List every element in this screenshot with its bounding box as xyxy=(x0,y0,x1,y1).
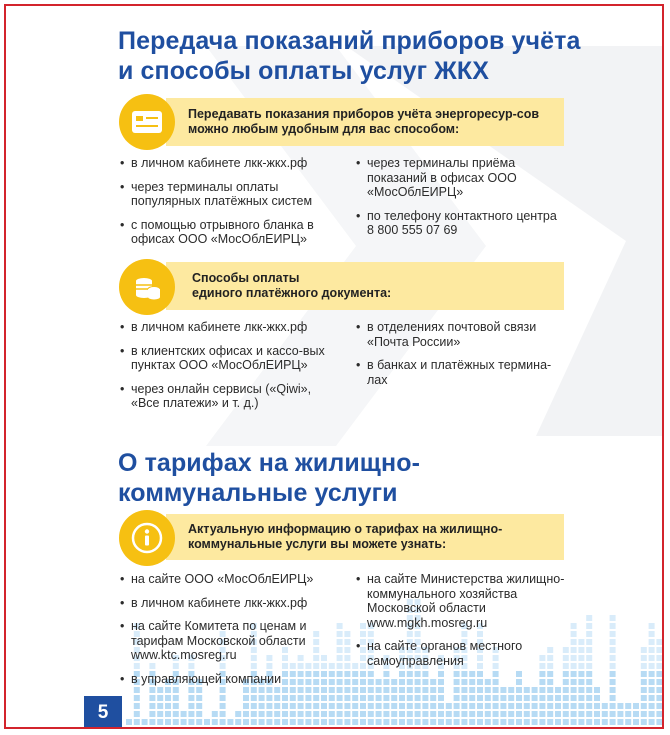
section-title-tariffs xyxy=(118,448,420,508)
list-item: • на сайте ООО «МосОблЕИРЦ» xyxy=(120,572,342,587)
payment-banner xyxy=(166,262,564,310)
list-item: • по телефону контактного центра 8 800 555 07 69 xyxy=(356,209,566,238)
payment-banner-line-1: Способы оплаты xyxy=(192,271,300,285)
payment-list-right xyxy=(356,320,570,387)
readings-list-left xyxy=(120,156,342,247)
tariffs-list-right xyxy=(356,572,572,668)
list-item: • через терминалы приёма показаний в офисах ООО «МосОблЕИРЦ» xyxy=(356,156,566,200)
title-line-2: коммунальные услуги xyxy=(118,479,398,507)
list-item: • в личном кабинете лкк-жкх.рф xyxy=(120,320,342,335)
list-item: • в банках и платёжных термина-лах xyxy=(356,358,570,387)
list-item: • в личном кабинете лкк-жкх.рф xyxy=(120,596,342,611)
list-item: • на сайте органов местного самоуправления xyxy=(356,639,572,668)
readings-list-right xyxy=(356,156,566,238)
tariffs-list-left xyxy=(120,572,342,686)
readings-icon-circle xyxy=(119,94,175,150)
tariffs-icon-circle xyxy=(119,510,175,566)
coins-icon xyxy=(132,272,162,302)
list-item: • через терминалы оплаты популярных платёжных систем xyxy=(120,180,342,209)
readings-banner xyxy=(166,98,564,146)
page-frame xyxy=(4,4,664,729)
list-item: • на сайте Комитета по ценам и тарифам Московской области www.ktc.mosreg.ru xyxy=(120,619,342,663)
tariffs-banner xyxy=(166,514,564,560)
section-title-readings xyxy=(118,26,581,86)
list-item: • на сайте Министерства жилищно-коммунального хозяйства Московской области www.mgkh.mosreg.ru xyxy=(356,572,572,630)
payment-banner-line-2: единого платёжного документа: xyxy=(192,286,392,300)
page-number: 5 xyxy=(84,696,122,729)
title-line-1: О тарифах на жилищно- xyxy=(118,449,420,477)
payment-icon-circle xyxy=(119,259,175,315)
payment-banner-text xyxy=(188,262,556,310)
info-icon xyxy=(131,522,163,554)
card-terminal-icon xyxy=(131,110,163,134)
list-item: • в личном кабинете лкк-жкх.рф xyxy=(120,156,342,171)
title-line-1: Передача показаний приборов учёта xyxy=(118,27,581,55)
list-item: • через онлайн сервисы («Qiwi», «Все платежи» и т. д.) xyxy=(120,382,331,411)
tariffs-banner-text: Актуальную информацию о тарифах на жилищно-коммунальные услуги вы можете узнать: xyxy=(188,522,503,551)
list-item: • с помощью отрывного бланка в офисах ООО «МосОблЕИРЦ» xyxy=(120,218,342,247)
readings-banner-text: Передавать показания приборов учёта энергоресур-сов можно любым удобным для вас способом: xyxy=(188,107,540,136)
payment-list-left xyxy=(120,320,342,411)
list-item: • в клиентских офисах и кассо-вых пунктах ООО «МосОблЕИРЦ» xyxy=(120,344,331,373)
list-item: • в управляющей компании xyxy=(120,672,342,687)
title-line-2: и способы оплаты услуг ЖКХ xyxy=(118,57,489,85)
list-item: • в отделениях почтовой связи «Почта России» xyxy=(356,320,570,349)
